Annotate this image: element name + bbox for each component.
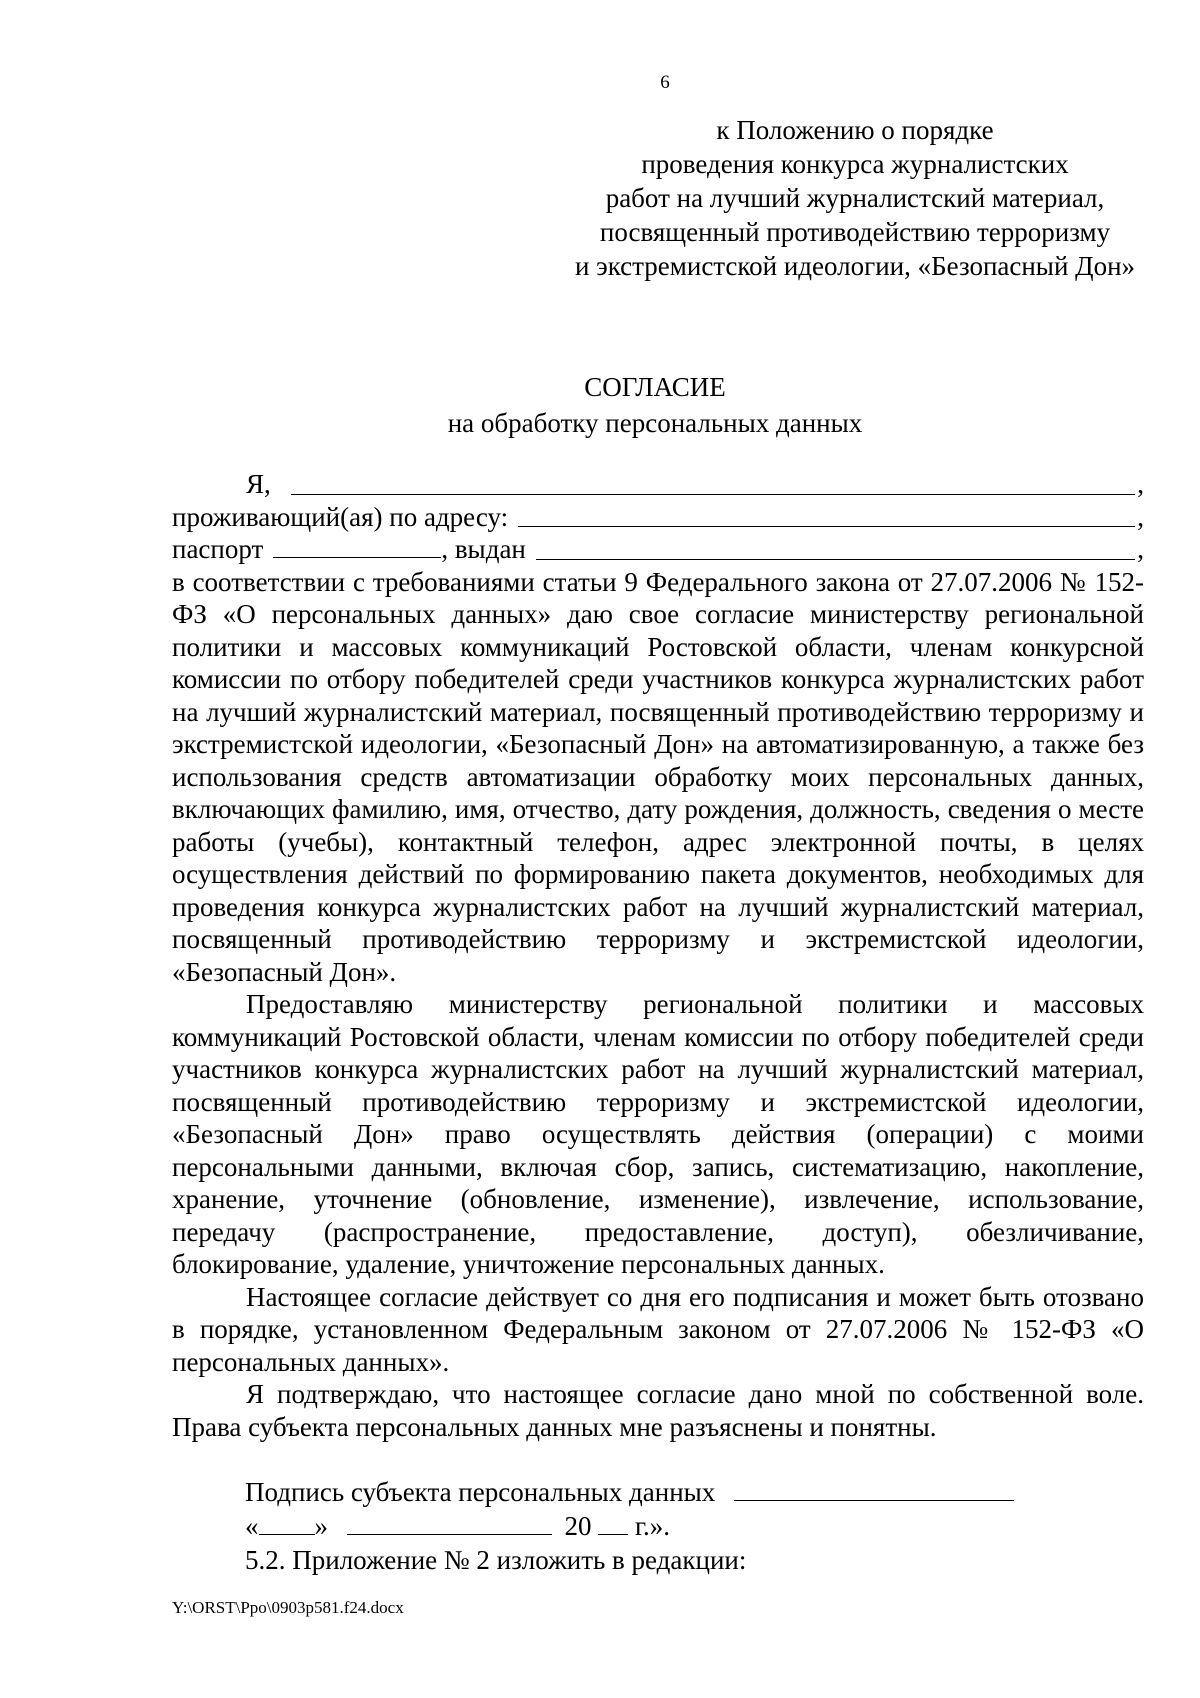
signature-label: Подпись субъекта персональных данных xyxy=(245,1477,716,1507)
paragraph-consent: в соответствии с требованиями статьи 9 Федерального закона от 27.07.2006 № 152-ФЗ «О персональных данных» даю свое согласие министерству региональной политики и массовых коммуникаций Ростовской области, членам конкурсной комиссии по отбору победителей среди участников конкурса журналистских работ на лучший журналистский материал, посвященный противодействию терроризму и экстремистской идеологии, «Безопасный Дон» на автоматизированную, а также без использования средств автоматизации обработку моих персональных данных, включающих фамилию, имя, отчество, дату рождения, должность, сведения о месте работы (учебы), контактный телефон, адрес электронной почты, в целях осуществления действий по формированию пакета документов, необходимых для проведения конкурса журналистских работ на лучший журналистский материал, посвященный противодействию терроризму и экстремистской идеологии, «Безопасный Дон». xyxy=(172,566,1144,987)
passport-blank[interactable] xyxy=(273,535,441,558)
name-blank[interactable] xyxy=(291,472,1135,495)
address-label: проживающий(ая) по адресу: xyxy=(172,501,509,532)
file-path-footer: Y:\ORST\Ppo\0903p581.f24.docx xyxy=(172,1598,404,1617)
address-blank[interactable] xyxy=(518,504,1135,527)
paragraph-confirmation: Я подтверждаю, что настоящее согласие дано мной по собственной воле. Права субъекта персональных данных мне разъяснены и понятны. xyxy=(172,1379,1144,1442)
paragraph-rights: Предоставляю министерству региональной политики и массовых коммуникаций Ростовской области, членам комиссии по отбору победителей среди участников конкурса журналистских работ на лучший журналистский материал, посвященный противодействию терроризму и экстремистской идеологии, «Безопасный Дон» право осуществлять действия (операции) с моими персональными данными, включая сбор, запись, систематизацию, накопление, хранение, уточнение (обновление, изменение), извлечение, использование, передачу (распространение, предоставление, доступ), обезличивание, блокирование, удаление, уничтожение персональных данных. xyxy=(172,989,1144,1279)
address-line xyxy=(172,501,1144,534)
header-line: посвященный противодействию терроризму xyxy=(599,217,1111,247)
quote-close: » xyxy=(314,1511,328,1541)
paragraph-validity: Настоящее согласие действует со дня его подписания и может быть отозвано в порядке, установленном Федеральным законом от 27.07.2006 № 152-ФЗ «О персональных данных». xyxy=(172,1281,1144,1377)
quote-open: « xyxy=(245,1511,259,1541)
month-blank[interactable] xyxy=(347,1510,552,1535)
page-number: 6 xyxy=(660,72,670,93)
i-label: Я, xyxy=(246,469,271,499)
issued-by-blank[interactable] xyxy=(536,537,1135,560)
passport-label: паспорт xyxy=(172,534,264,564)
item-5-2: 5.2. Приложение № 2 изложить в редакции: xyxy=(245,1545,747,1575)
comma: , xyxy=(1137,469,1144,499)
comma: , xyxy=(1137,534,1144,564)
year-suffix: г.». xyxy=(635,1511,671,1541)
consent-form-fields xyxy=(172,468,1144,566)
date-line xyxy=(245,1509,670,1543)
day-blank[interactable] xyxy=(259,1510,315,1535)
appendix-header xyxy=(540,113,1170,283)
document-title: СОГЛАСИЕ xyxy=(584,372,726,402)
header-line: работ на лучший журналистский материал, xyxy=(605,183,1105,213)
passport-line xyxy=(172,533,1144,566)
header-line: проведения конкурса журналистских xyxy=(641,149,1069,179)
header-line: к Положению о порядке xyxy=(716,115,994,145)
year-prefix: 20 xyxy=(564,1511,592,1541)
issued-label: , выдан xyxy=(441,534,526,564)
signature-blank[interactable] xyxy=(734,1476,1014,1501)
name-line xyxy=(172,468,1144,501)
document-subtitle: на обработку персональных данных xyxy=(447,408,863,438)
signature-line xyxy=(245,1475,1014,1509)
comma: , xyxy=(1137,501,1144,532)
year-blank[interactable] xyxy=(598,1510,628,1535)
header-line: и экстремистской идеологии, «Безопасный Дон» xyxy=(574,251,1136,281)
